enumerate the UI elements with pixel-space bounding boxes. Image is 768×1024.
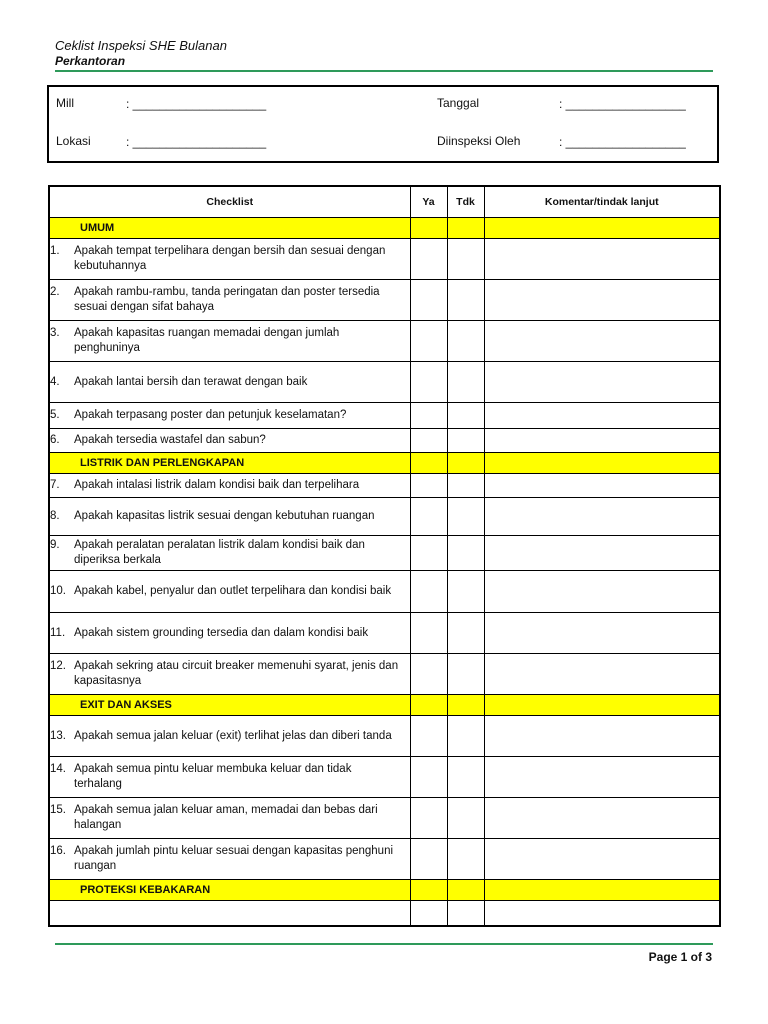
komentar-cell[interactable] [484, 280, 720, 321]
table-row [49, 654, 720, 695]
ya-checkbox-cell[interactable] [410, 321, 447, 362]
section-row [49, 695, 720, 716]
page-number: Page 1 of 3 [648, 950, 712, 964]
question-number: 3. [50, 327, 60, 339]
checklist-question [49, 429, 410, 453]
tdk-checkbox-cell[interactable] [447, 280, 484, 321]
table-row [49, 429, 720, 453]
ya-checkbox-cell[interactable] [410, 901, 447, 926]
ya-checkbox-cell[interactable] [410, 239, 447, 280]
document-title: Ceklist Inspeksi SHE Bulanan [55, 38, 227, 53]
table-row [49, 280, 720, 321]
checklist-question [49, 839, 410, 880]
tdk-checkbox-cell[interactable] [447, 654, 484, 695]
question-number: 6. [50, 434, 60, 446]
checklist-table [48, 185, 721, 927]
question-text: Apakah kapasitas listrik sesuai dengan kebutuhan ruangan [74, 510, 375, 522]
ya-checkbox-cell[interactable] [410, 839, 447, 880]
header-tdk: Tdk [447, 186, 484, 218]
table-row [49, 403, 720, 429]
tdk-checkbox-cell[interactable] [447, 239, 484, 280]
question-text: Apakah peralatan peralatan listrik dalam kondisi baik dan diperiksa berkala [74, 539, 365, 566]
komentar-cell[interactable] [484, 536, 720, 571]
checklist-question [49, 757, 410, 798]
lokasi-field[interactable]: : ____________________ [126, 135, 267, 149]
ya-checkbox-cell[interactable] [410, 474, 447, 498]
tdk-checkbox-cell[interactable] [447, 474, 484, 498]
checklist-question [49, 362, 410, 403]
empty-row [49, 901, 720, 926]
checklist-question [49, 798, 410, 839]
mill-field[interactable]: : ____________________ [126, 97, 267, 111]
ya-checkbox-cell[interactable] [410, 536, 447, 571]
komentar-cell[interactable] [484, 839, 720, 880]
question-number: 15. [50, 804, 66, 816]
section-title: PROTEKSI KEBAKARAN [49, 880, 410, 901]
question-number: 14. [50, 763, 66, 775]
question-text: Apakah sekring atau circuit breaker memenuhi syarat, jenis dan kapasitasnya [74, 660, 399, 687]
question-text: Apakah semua jalan keluar (exit) terlihat jelas dan diberi tanda [74, 729, 392, 742]
question-text: Apakah kabel, penyalur dan outlet terpelihara dan kondisi baik [74, 585, 392, 597]
question-number: 10. [50, 585, 66, 597]
checklist-question [49, 239, 410, 280]
section-cell [447, 218, 484, 239]
section-title: EXIT DAN AKSES [49, 695, 410, 716]
table-row [49, 321, 720, 362]
question-text: Apakah semua jalan keluar aman, memadai dan bebas dari halangan [74, 804, 378, 831]
header-komentar: Komentar/tindak lanjut [484, 186, 720, 218]
table-row [49, 716, 720, 757]
section-cell [447, 880, 484, 901]
mill-label: Mill [56, 96, 74, 110]
tdk-checkbox-cell[interactable] [447, 403, 484, 429]
section-cell [410, 880, 447, 901]
ya-checkbox-cell[interactable] [410, 798, 447, 839]
komentar-cell[interactable] [484, 757, 720, 798]
komentar-cell[interactable] [484, 239, 720, 280]
section-title: UMUM [49, 218, 410, 239]
section-cell [410, 218, 447, 239]
diinspeksi-label: Diinspeksi Oleh [437, 134, 521, 148]
question-number: 7. [50, 479, 60, 491]
tdk-checkbox-cell[interactable] [447, 798, 484, 839]
question-number: 11. [50, 626, 66, 639]
question-number: 1. [50, 245, 60, 257]
table-row [49, 613, 720, 654]
komentar-cell[interactable] [484, 474, 720, 498]
checklist-question [49, 613, 410, 654]
tanggal-field[interactable]: : __________________ [559, 97, 686, 111]
tdk-checkbox-cell[interactable] [447, 901, 484, 926]
table-row [49, 536, 720, 571]
tdk-checkbox-cell[interactable] [447, 498, 484, 536]
tdk-checkbox-cell[interactable] [447, 757, 484, 798]
ya-checkbox-cell[interactable] [410, 571, 447, 613]
question-text: Apakah tempat terpelihara dengan bersih dan sesuai dengan kebutuhannya [74, 245, 386, 272]
table-row [49, 798, 720, 839]
checklist-question [49, 403, 410, 429]
section-row [49, 880, 720, 901]
question-number: 12. [50, 660, 66, 672]
question-text: Apakah lantai bersih dan terawat dengan baik [74, 375, 308, 388]
info-box [47, 85, 719, 163]
checklist-cell[interactable] [49, 901, 410, 926]
question-text: Apakah semua pintu keluar membuka keluar dan tidak terhalang [74, 763, 352, 790]
question-number: 13. [50, 729, 66, 742]
tdk-checkbox-cell[interactable] [447, 321, 484, 362]
section-cell [484, 695, 720, 716]
section-cell [484, 880, 720, 901]
checklist-question [49, 654, 410, 695]
header-divider [55, 70, 713, 72]
ya-checkbox-cell[interactable] [410, 757, 447, 798]
question-number: 16. [50, 845, 66, 857]
tdk-checkbox-cell[interactable] [447, 716, 484, 757]
checklist-question [49, 716, 410, 757]
komentar-cell[interactable] [484, 403, 720, 429]
ya-checkbox-cell[interactable] [410, 280, 447, 321]
komentar-cell[interactable] [484, 654, 720, 695]
komentar-cell[interactable] [484, 362, 720, 403]
question-text: Apakah tersedia wastafel dan sabun? [74, 434, 266, 446]
tdk-checkbox-cell[interactable] [447, 536, 484, 571]
section-cell [447, 453, 484, 474]
section-cell [447, 695, 484, 716]
question-text: Apakah kapasitas ruangan memadai dengan jumlah penghuninya [74, 327, 340, 354]
tdk-checkbox-cell[interactable] [447, 613, 484, 654]
section-cell [484, 218, 720, 239]
checklist-question [49, 280, 410, 321]
section-cell [410, 453, 447, 474]
checklist-question [49, 536, 410, 571]
komentar-cell[interactable] [484, 716, 720, 757]
diinspeksi-field[interactable]: : __________________ [559, 135, 686, 149]
section-cell [410, 695, 447, 716]
checklist-question [49, 498, 410, 536]
question-text: Apakah terpasang poster dan petunjuk keselamatan? [74, 409, 347, 421]
ya-checkbox-cell[interactable] [410, 498, 447, 536]
checklist-question [49, 474, 410, 498]
header-ya: Ya [410, 186, 447, 218]
section-cell [484, 453, 720, 474]
section-row [49, 218, 720, 239]
document-subtitle: Perkantoran [55, 54, 126, 68]
ya-checkbox-cell[interactable] [410, 654, 447, 695]
question-number: 5. [50, 409, 60, 421]
checklist-question [49, 571, 410, 613]
table-row [49, 571, 720, 613]
table-row [49, 474, 720, 498]
question-text: Apakah sistem grounding tersedia dan dalam kondisi baik [74, 626, 369, 639]
ya-checkbox-cell[interactable] [410, 429, 447, 453]
ya-checkbox-cell[interactable] [410, 362, 447, 403]
komentar-cell[interactable] [484, 498, 720, 536]
question-number: 9. [50, 539, 60, 551]
tdk-checkbox-cell[interactable] [447, 362, 484, 403]
tdk-checkbox-cell[interactable] [447, 429, 484, 453]
komentar-cell[interactable] [484, 613, 720, 654]
tdk-checkbox-cell[interactable] [447, 839, 484, 880]
checklist-question [49, 321, 410, 362]
tanggal-label: Tanggal [437, 96, 480, 110]
question-number: 8. [50, 510, 60, 522]
tdk-checkbox-cell[interactable] [447, 571, 484, 613]
footer-divider [55, 943, 713, 945]
section-title: LISTRIK DAN PERLENGKAPAN [49, 453, 410, 474]
ya-checkbox-cell[interactable] [410, 613, 447, 654]
question-text: Apakah intalasi listrik dalam kondisi baik dan terpelihara [74, 479, 360, 491]
ya-checkbox-cell[interactable] [410, 403, 447, 429]
komentar-cell[interactable] [484, 429, 720, 453]
question-number: 4. [50, 375, 60, 388]
question-text: Apakah rambu-rambu, tanda peringatan dan poster tersedia sesuai dengan sifat bahaya [74, 286, 380, 313]
question-number: 2. [50, 286, 60, 298]
komentar-cell[interactable] [484, 321, 720, 362]
section-row [49, 453, 720, 474]
ya-checkbox-cell[interactable] [410, 716, 447, 757]
question-text: Apakah jumlah pintu keluar sesuai dengan kapasitas penghuni ruangan [74, 845, 394, 872]
table-row [49, 839, 720, 880]
komentar-cell[interactable] [484, 571, 720, 613]
komentar-cell[interactable] [484, 901, 720, 926]
table-row [49, 239, 720, 280]
header-checklist: Checklist [49, 186, 410, 218]
table-row [49, 498, 720, 536]
table-header-row [49, 186, 720, 218]
table-row [49, 757, 720, 798]
lokasi-label: Lokasi [56, 134, 91, 148]
table-row [49, 362, 720, 403]
komentar-cell[interactable] [484, 798, 720, 839]
